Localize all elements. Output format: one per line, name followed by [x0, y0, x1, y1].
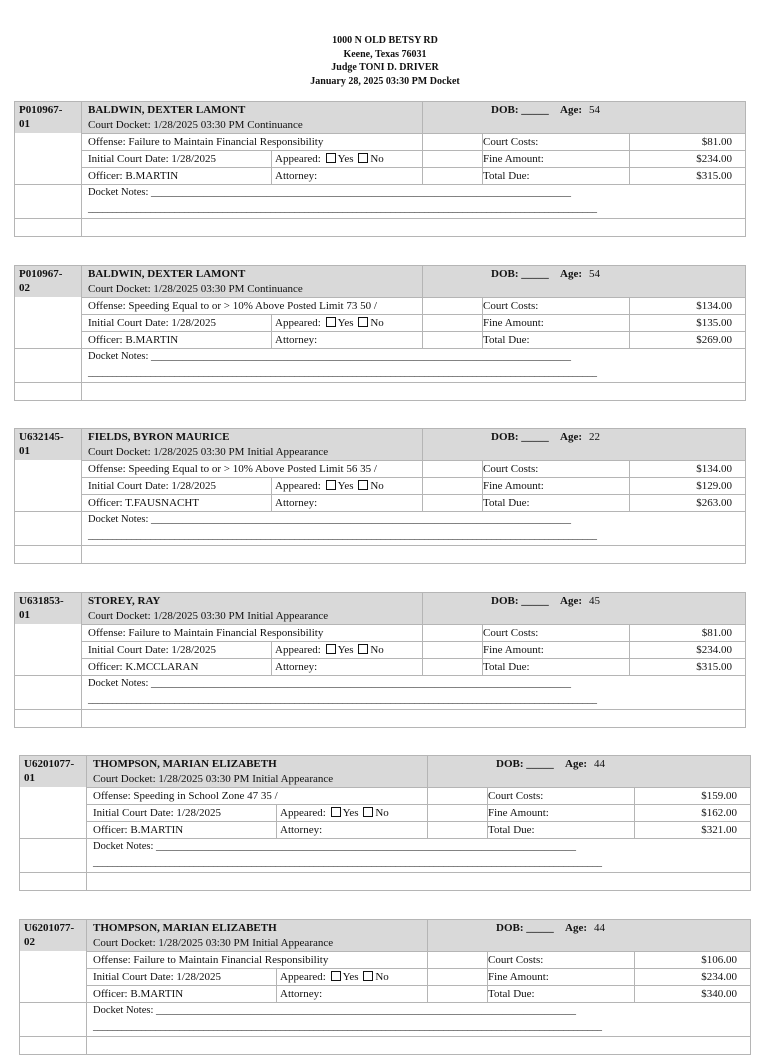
court-costs-value: $106.00 — [701, 954, 737, 966]
case-number-suffix: 01 — [24, 772, 35, 784]
total-due-label: Total Due: — [483, 661, 530, 673]
officer: Officer: B.MARTIN — [93, 824, 184, 836]
yes-label: Yes — [337, 644, 354, 656]
appeared-no-checkbox[interactable] — [358, 153, 368, 163]
attorney-label: Attorney: — [275, 170, 318, 182]
attorney-label: Attorney: — [280, 824, 323, 836]
officer: Officer: B.MARTIN — [88, 170, 179, 182]
fine-amount-value: $234.00 — [701, 971, 737, 983]
total-due-value: $340.00 — [701, 988, 737, 1000]
judge-name: Judge TONI D. DRIVER — [331, 62, 439, 73]
appeared-label: Appeared: — [280, 807, 326, 819]
appeared-yes-checkbox[interactable] — [326, 153, 336, 163]
dob-label: DOB: _____ — [491, 431, 549, 443]
court-address: 1000 N OLD BETSY RD — [332, 35, 438, 46]
appeared-yes-checkbox[interactable] — [331, 971, 341, 981]
age-label: Age: — [560, 595, 582, 607]
offense: Offense: Speeding in School Zone 47 35 / — [93, 790, 278, 802]
court-costs-value: $159.00 — [701, 790, 737, 802]
attorney-label: Attorney: — [275, 497, 318, 509]
defendant-name: BALDWIN, DEXTER LAMONT — [88, 104, 246, 116]
defendant-name: FIELDS, BYRON MAURICE — [88, 431, 230, 443]
offense: Offense: Speeding Equal to or > 10% Above Posted Limit 56 35 / — [88, 463, 377, 475]
appeared-field — [280, 970, 389, 984]
dob-label: DOB: _____ — [491, 595, 549, 607]
initial-court-date: Initial Court Date: 1/28/2025 — [88, 480, 217, 492]
docket-header — [0, 34, 770, 88]
no-label: No — [370, 317, 384, 329]
initial-court-date: Initial Court Date: 1/28/2025 — [93, 807, 222, 819]
age-label: Age: — [560, 104, 582, 116]
court-costs-value: $81.00 — [701, 136, 732, 148]
age-value: 44 — [594, 922, 605, 934]
yes-label: Yes — [337, 480, 354, 492]
fine-amount-label: Fine Amount: — [488, 807, 549, 819]
offense: Offense: Failure to Maintain Financial Responsibility — [93, 954, 329, 966]
case-number-suffix: 02 — [19, 282, 30, 294]
docket-notes-label: Docket Notes: ________________________________________________________________________________ — [88, 187, 571, 198]
court-docket: Court Docket: 1/28/2025 03:30 PM Initial Appearance — [88, 610, 329, 622]
appeared-label: Appeared: — [275, 644, 321, 656]
no-label: No — [375, 971, 389, 983]
initial-court-date: Initial Court Date: 1/28/2025 — [88, 317, 217, 329]
fine-amount-label: Fine Amount: — [483, 317, 544, 329]
court-costs-label: Court Costs: — [483, 136, 539, 148]
court-costs-value: $81.00 — [701, 627, 732, 639]
court-docket: Court Docket: 1/28/2025 03:30 PM Initial Appearance — [93, 937, 334, 949]
court-docket: Court Docket: 1/28/2025 03:30 PM Initial Appearance — [88, 446, 329, 458]
court-costs-label: Court Costs: — [483, 463, 539, 475]
total-due-label: Total Due: — [483, 334, 530, 346]
officer: Officer: B.MARTIN — [88, 334, 179, 346]
yes-label: Yes — [342, 807, 359, 819]
fine-amount-value: $234.00 — [696, 153, 732, 165]
dob-label: DOB: _____ — [496, 758, 554, 770]
case-number: U631853- — [19, 595, 64, 607]
docket-title: January 28, 2025 03:30 PM Docket — [310, 75, 460, 87]
yes-label: Yes — [342, 971, 359, 983]
attorney-label: Attorney: — [275, 334, 318, 346]
age-value: 54 — [589, 104, 600, 116]
appeared-yes-checkbox[interactable] — [326, 317, 336, 327]
initial-court-date: Initial Court Date: 1/28/2025 — [93, 971, 222, 983]
case-number: P010967- — [19, 268, 63, 280]
age-value: 54 — [589, 268, 600, 280]
appeared-label: Appeared: — [275, 480, 321, 492]
fine-amount-value: $162.00 — [701, 807, 737, 819]
offense: Offense: Speeding Equal to or > 10% Above Posted Limit 73 50 / — [88, 300, 377, 312]
court-costs-label: Court Costs: — [483, 627, 539, 639]
dob-label: DOB: _____ — [491, 104, 549, 116]
attorney-label: Attorney: — [280, 988, 323, 1000]
appeared-no-checkbox[interactable] — [358, 480, 368, 490]
dob-label: DOB: _____ — [496, 922, 554, 934]
docket-notes-label: Docket Notes: ________________________________________________________________________________ — [93, 1005, 576, 1016]
docket-notes-line: __________________________________________________________________________________________________________ — [88, 530, 597, 541]
appeared-field — [275, 643, 384, 657]
docket-notes-line: __________________________________________________________________________________________________________ — [88, 694, 597, 705]
appeared-no-checkbox[interactable] — [363, 971, 373, 981]
appeared-field — [275, 479, 384, 493]
appeared-no-checkbox[interactable] — [358, 317, 368, 327]
case-number-suffix: 01 — [19, 445, 30, 457]
age-value: 45 — [589, 595, 600, 607]
court-city: Keene, Texas 76031 — [343, 48, 427, 60]
officer: Officer: B.MARTIN — [93, 988, 184, 1000]
appeared-field — [275, 152, 384, 166]
defendant-name: STOREY, RAY — [88, 595, 161, 607]
appeared-no-checkbox[interactable] — [363, 807, 373, 817]
appeared-yes-checkbox[interactable] — [326, 480, 336, 490]
offense: Offense: Failure to Maintain Financial Responsibility — [88, 627, 324, 639]
docket-notes-label: Docket Notes: ________________________________________________________________________________ — [93, 841, 576, 852]
appeared-no-checkbox[interactable] — [358, 644, 368, 654]
total-due-value: $315.00 — [696, 661, 732, 673]
initial-court-date: Initial Court Date: 1/28/2025 — [88, 644, 217, 656]
case-number: U632145- — [19, 431, 64, 443]
age-value: 22 — [589, 431, 600, 443]
docket-notes-line: __________________________________________________________________________________________________________ — [88, 367, 597, 378]
docket-notes-label: Docket Notes: ________________________________________________________________________________ — [88, 514, 571, 525]
fine-amount-label: Fine Amount: — [483, 644, 544, 656]
age-label: Age: — [560, 431, 582, 443]
appeared-field — [275, 316, 384, 330]
case-number-suffix: 01 — [19, 118, 30, 130]
fine-amount-label: Fine Amount: — [488, 971, 549, 983]
total-due-label: Total Due: — [488, 988, 535, 1000]
no-label: No — [370, 153, 384, 165]
total-due-label: Total Due: — [483, 497, 530, 509]
no-label: No — [370, 644, 384, 656]
total-due-value: $269.00 — [696, 334, 732, 346]
court-costs-value: $134.00 — [696, 300, 732, 312]
court-docket: Court Docket: 1/28/2025 03:30 PM Initial Appearance — [93, 773, 334, 785]
total-due-value: $263.00 — [696, 497, 732, 509]
fine-amount-value: $234.00 — [696, 644, 732, 656]
docket-notes-label: Docket Notes: ________________________________________________________________________________ — [88, 351, 571, 362]
appeared-field — [280, 806, 389, 820]
court-docket: Court Docket: 1/28/2025 03:30 PM Continuance — [88, 119, 303, 131]
total-due-value: $321.00 — [701, 824, 737, 836]
total-due-value: $315.00 — [696, 170, 732, 182]
appeared-label: Appeared: — [275, 153, 321, 165]
attorney-label: Attorney: — [275, 661, 318, 673]
appeared-yes-checkbox[interactable] — [331, 807, 341, 817]
offense: Offense: Failure to Maintain Financial Responsibility — [88, 136, 324, 148]
fine-amount-value: $135.00 — [696, 317, 732, 329]
docket-notes-label: Docket Notes: ________________________________________________________________________________ — [88, 678, 571, 689]
yes-label: Yes — [337, 153, 354, 165]
officer: Officer: T.FAUSNACHT — [88, 497, 200, 509]
appeared-label: Appeared: — [280, 971, 326, 983]
court-docket: Court Docket: 1/28/2025 03:30 PM Continuance — [88, 283, 303, 295]
case-number-suffix: 01 — [19, 609, 30, 621]
fine-amount-value: $129.00 — [696, 480, 732, 492]
appeared-yes-checkbox[interactable] — [326, 644, 336, 654]
appeared-label: Appeared: — [275, 317, 321, 329]
total-due-label: Total Due: — [483, 170, 530, 182]
defendant-name: THOMPSON, MARIAN ELIZABETH — [93, 758, 277, 770]
court-costs-value: $134.00 — [696, 463, 732, 475]
docket-notes-line: __________________________________________________________________________________________________________ — [88, 203, 597, 214]
docket-notes-line: __________________________________________________________________________________________________________ — [93, 1021, 602, 1032]
age-value: 44 — [594, 758, 605, 770]
docket-notes-line: __________________________________________________________________________________________________________ — [93, 857, 602, 868]
court-costs-label: Court Costs: — [488, 790, 544, 802]
total-due-label: Total Due: — [488, 824, 535, 836]
case-number-suffix: 02 — [24, 936, 35, 948]
initial-court-date: Initial Court Date: 1/28/2025 — [88, 153, 217, 165]
dob-label: DOB: _____ — [491, 268, 549, 280]
age-label: Age: — [560, 268, 582, 280]
defendant-name: THOMPSON, MARIAN ELIZABETH — [93, 922, 277, 934]
fine-amount-label: Fine Amount: — [483, 480, 544, 492]
age-label: Age: — [565, 758, 587, 770]
no-label: No — [375, 807, 389, 819]
yes-label: Yes — [337, 317, 354, 329]
court-costs-label: Court Costs: — [488, 954, 544, 966]
case-number: U6201077- — [24, 922, 75, 934]
court-costs-label: Court Costs: — [483, 300, 539, 312]
case-number: P010967- — [19, 104, 63, 116]
age-label: Age: — [565, 922, 587, 934]
defendant-name: BALDWIN, DEXTER LAMONT — [88, 268, 246, 280]
fine-amount-label: Fine Amount: — [483, 153, 544, 165]
case-number: U6201077- — [24, 758, 75, 770]
no-label: No — [370, 480, 384, 492]
officer: Officer: K.MCCLARAN — [88, 661, 199, 673]
